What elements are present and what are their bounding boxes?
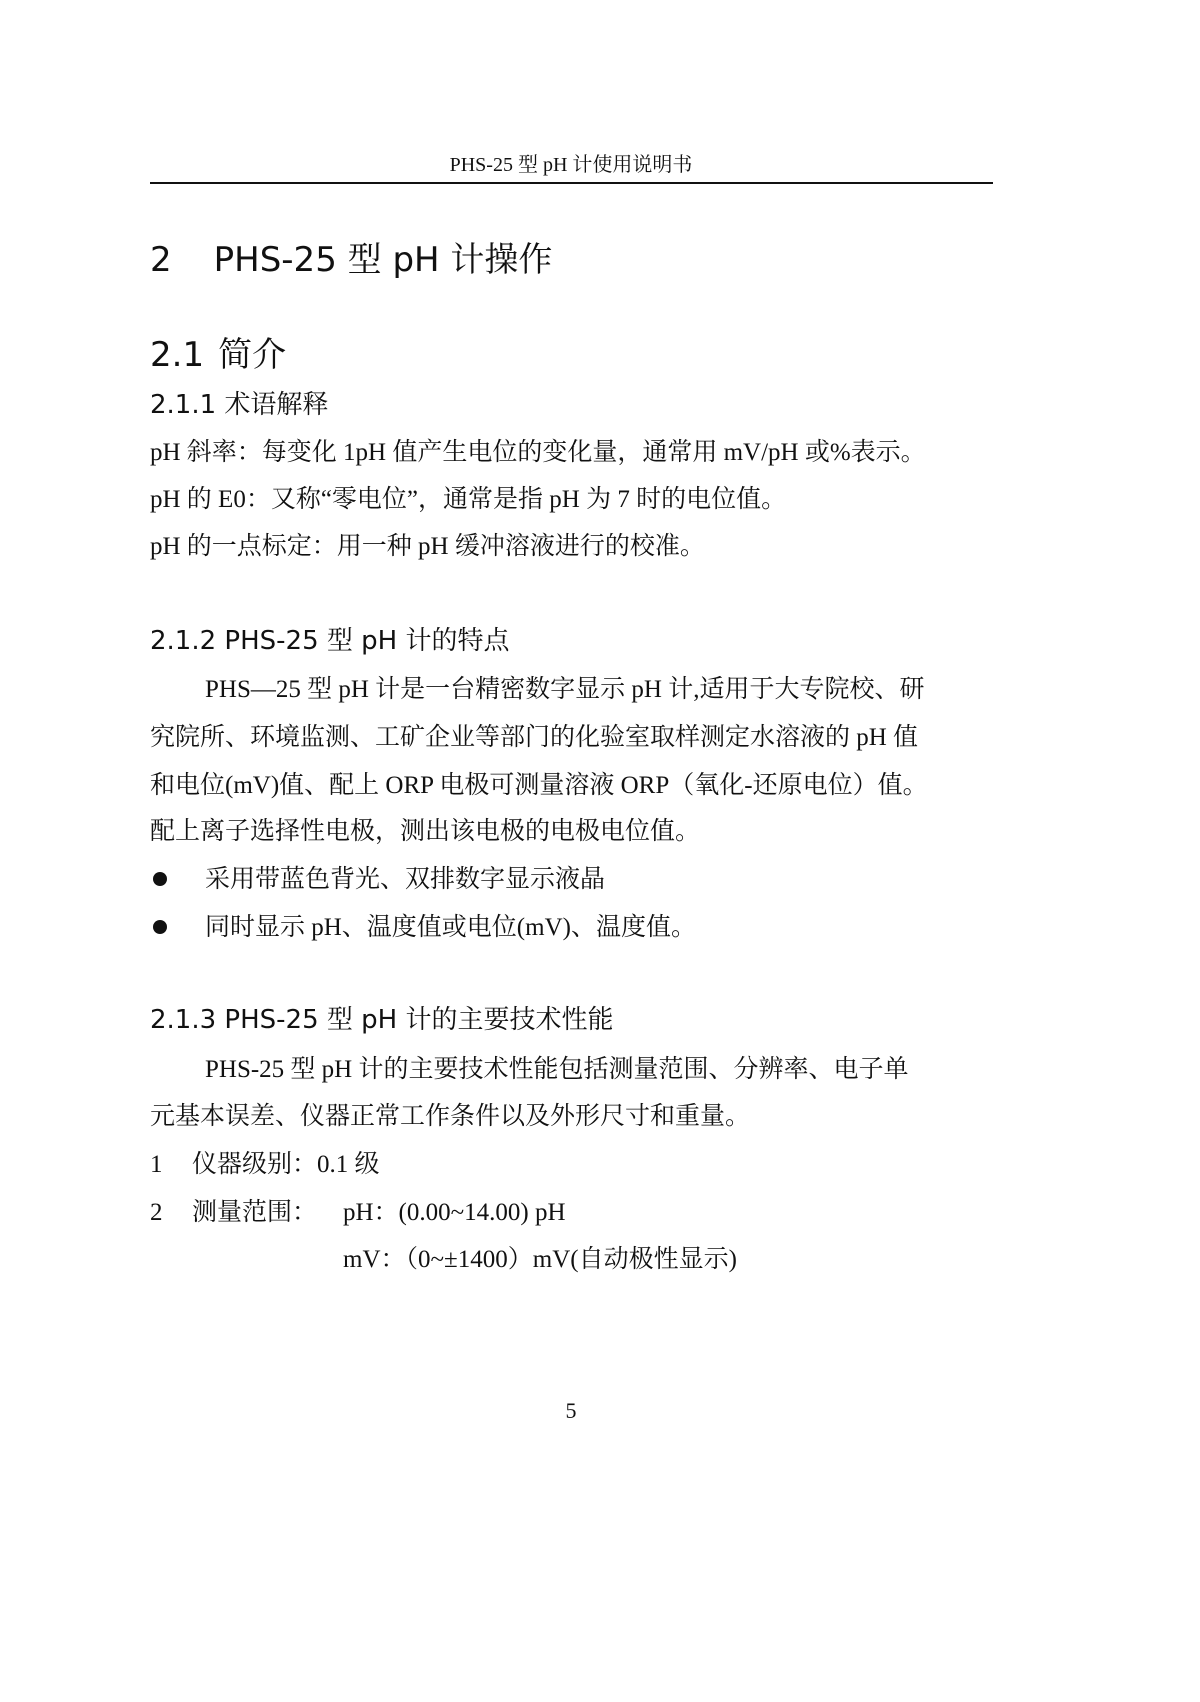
term-line: pH 的一点标定：用一种 pH 缓冲溶液进行的校准。 bbox=[150, 533, 705, 560]
page-number: 5 bbox=[565, 1398, 577, 1423]
chapter-title: PHS-25 型 pH 计操作 bbox=[213, 240, 553, 280]
paragraph-line: 配上离子选择性电极，测出该电极的电极电位值。 bbox=[150, 818, 701, 845]
paragraph-line: PHS-25 型 pH 计的主要技术性能包括测量范围、分辨率、电子单 bbox=[205, 1056, 909, 1083]
subsection-heading-2-1-2: 2.1.2 PHS-25 型 pH 计的特点 bbox=[150, 626, 510, 656]
section-heading bbox=[150, 335, 287, 375]
chapter-heading bbox=[150, 240, 553, 280]
spec-label: 仪器级别：0.1 级 bbox=[192, 1151, 380, 1178]
spec-value-mv: mV：（0~±1400）mV(自动极性显示) bbox=[343, 1246, 737, 1273]
running-header: PHS-25 型 pH 计使用说明书 bbox=[449, 154, 693, 176]
bullet-item: 采用带蓝色背光、双排数字显示液晶 bbox=[205, 866, 606, 893]
term-line: pH 斜率：每变化 1pH 值产生电位的变化量，通常用 mV/pH 或%表示。 bbox=[150, 439, 926, 466]
subsection-heading-2-1-1: 2.1.1 术语解释 bbox=[150, 390, 329, 420]
section-number: 2.1 bbox=[150, 335, 205, 375]
spec-number: 1 bbox=[150, 1151, 163, 1178]
header-rule bbox=[150, 182, 993, 184]
spec-label: 测量范围： bbox=[192, 1199, 318, 1226]
paragraph-line: 和电位(mV)值、配上 ORP 电极可测量溶液 ORP（氧化-还原电位）值。 bbox=[150, 772, 928, 799]
bullet-item: 同时显示 pH、温度值或电位(mV)、温度值。 bbox=[205, 914, 696, 941]
subsection-heading-2-1-3: 2.1.3 PHS-25 型 pH 计的主要技术性能 bbox=[150, 1005, 614, 1035]
paragraph-line: 究院所、环境监测、工矿企业等部门的化验室取样测定水溶液的 pH 值 bbox=[150, 724, 919, 751]
spec-value-ph: pH：(0.00~14.00) pH bbox=[343, 1199, 566, 1226]
term-line: pH 的 E0：又称“零电位”，通常是指 pH 为 7 时的电位值。 bbox=[150, 486, 787, 513]
chapter-number: 2 bbox=[150, 240, 172, 280]
bullet-icon bbox=[153, 872, 167, 886]
paragraph-line: 元基本误差、仪器正常工作条件以及外形尺寸和重量。 bbox=[150, 1103, 751, 1130]
spec-number: 2 bbox=[150, 1199, 163, 1226]
bullet-icon bbox=[153, 920, 167, 934]
paragraph-line: PHS—25 型 pH 计是一台精密数字显示 pH 计,适用于大专院校、研 bbox=[205, 676, 925, 703]
section-title: 简介 bbox=[218, 335, 287, 375]
